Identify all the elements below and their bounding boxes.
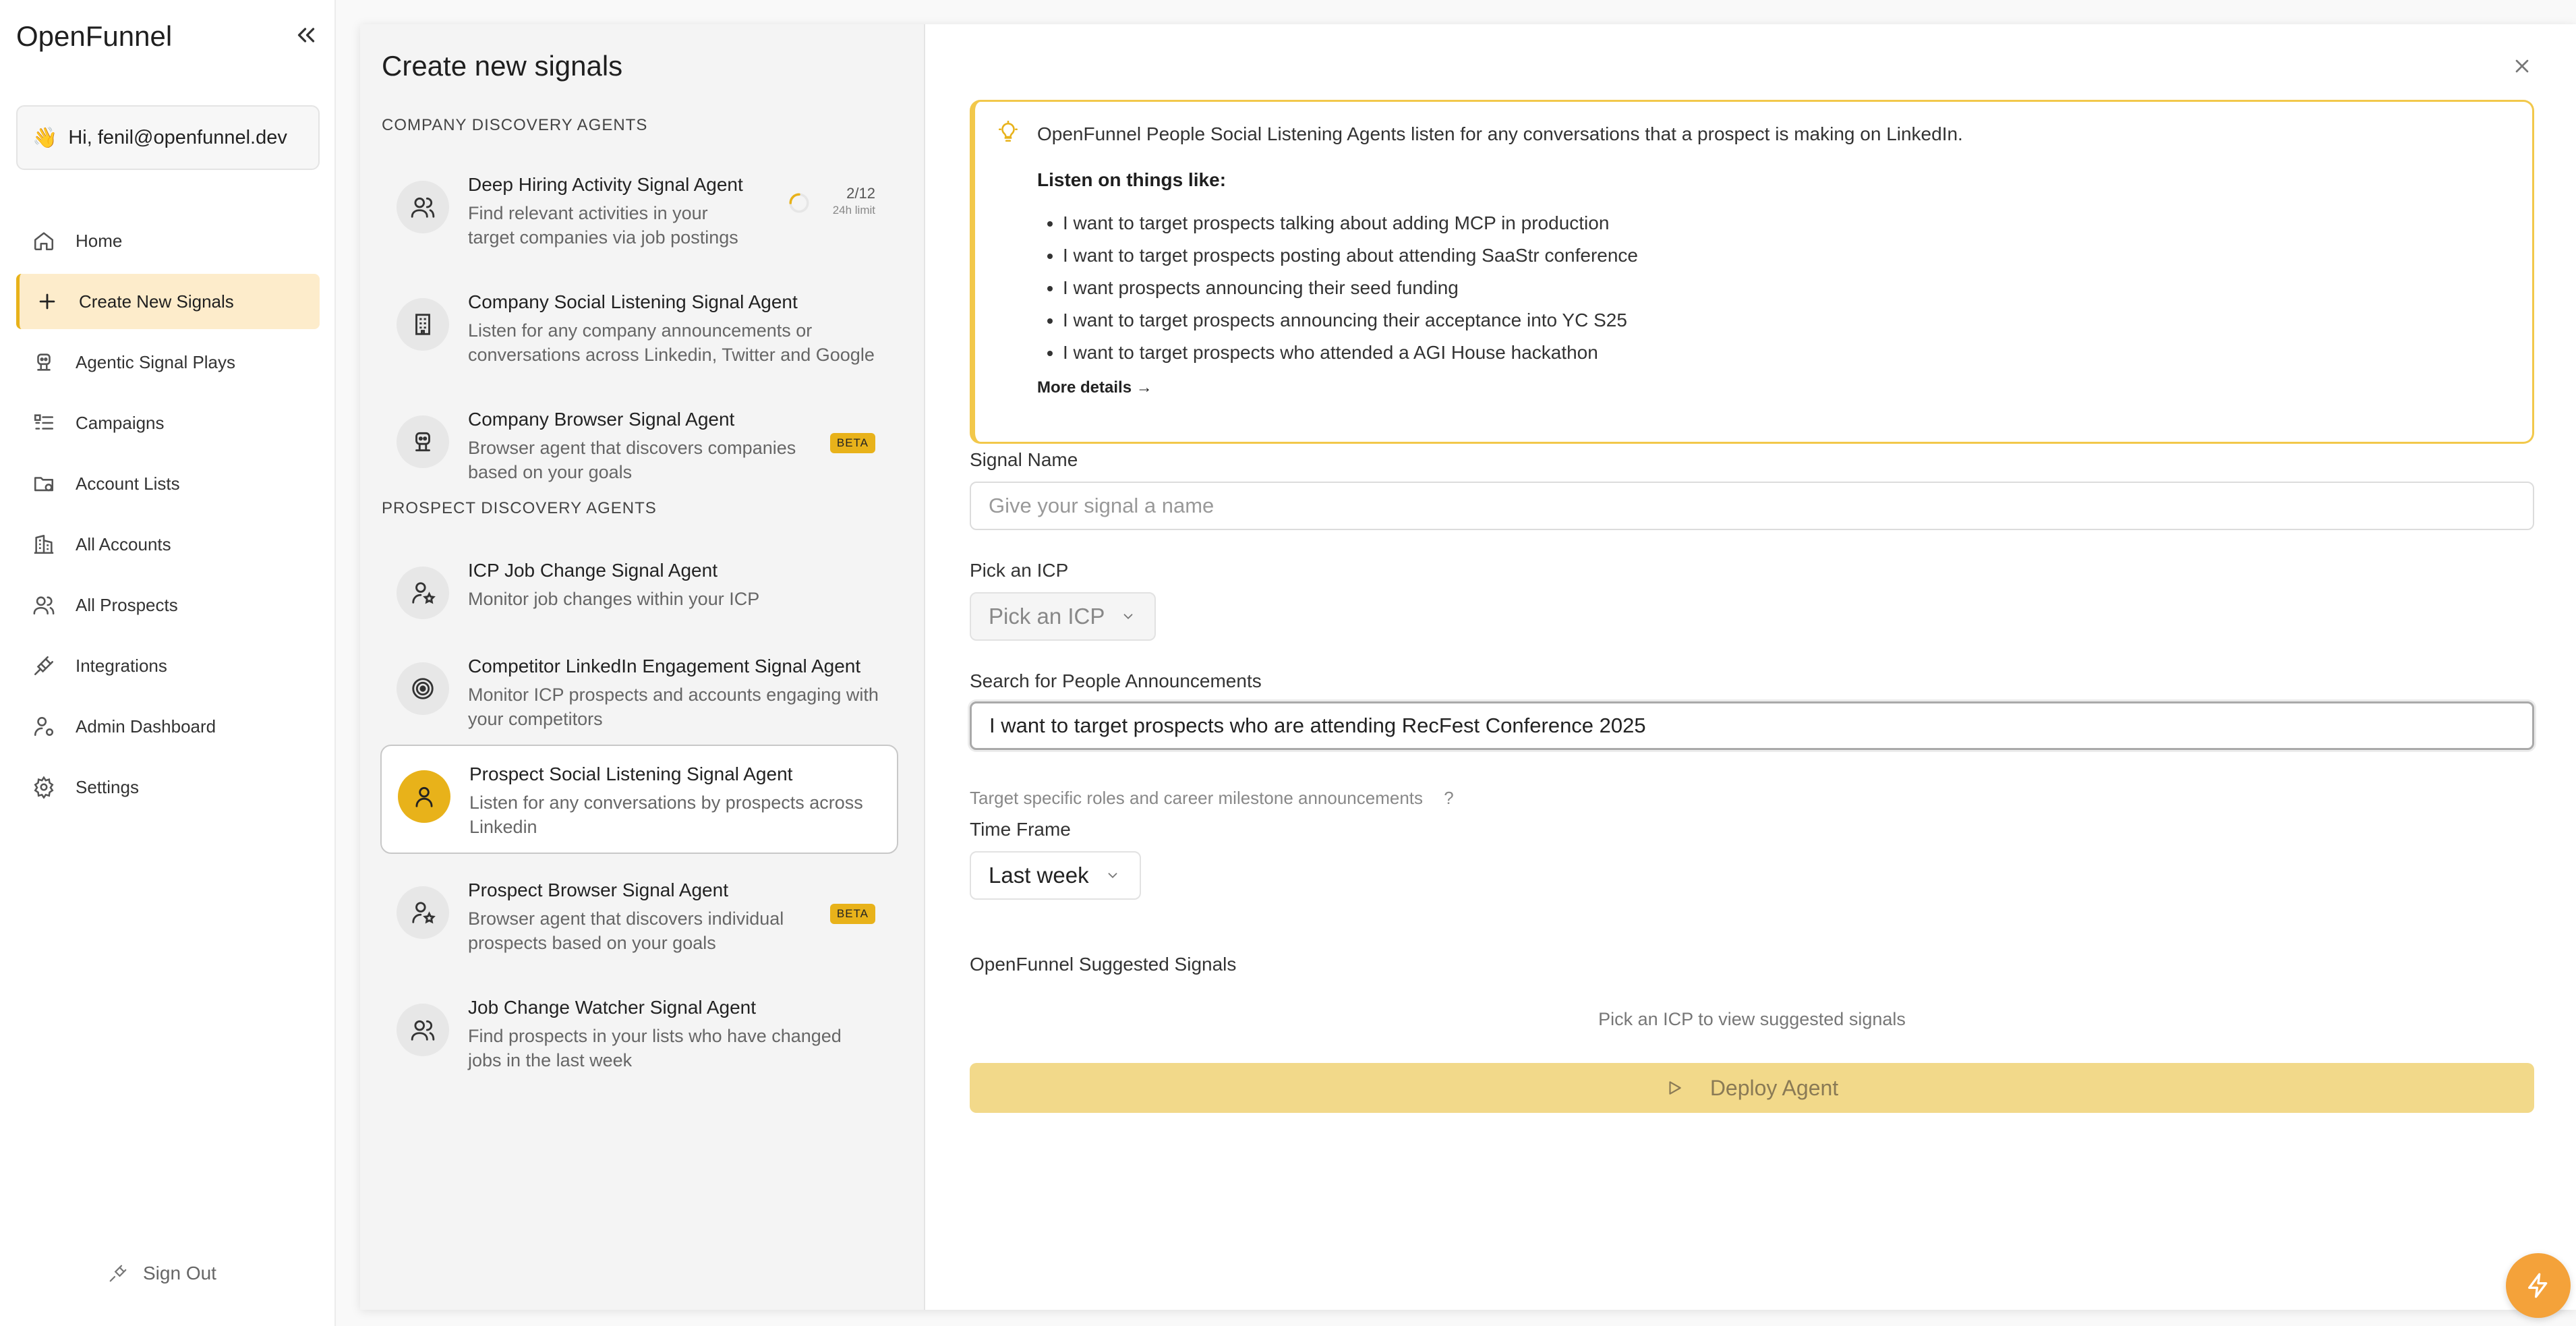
sidebar-item-label: Integrations	[76, 655, 167, 676]
folder-icon	[32, 472, 55, 495]
agent-name: Prospect Browser Signal Agent	[468, 880, 728, 900]
agent-desc: Listen for any conversations by prospects across Linkedin	[469, 792, 863, 837]
search-announcements-input[interactable]	[970, 701, 2534, 750]
users-icon	[397, 181, 449, 233]
sidebar	[0, 0, 336, 1326]
list-item: • I want prospects announcing their seed funding	[1063, 272, 1638, 304]
user-icon	[398, 770, 450, 823]
panel-title: Create new signals	[382, 50, 623, 82]
sidebar-item-label: Settings	[76, 776, 139, 797]
create-signal-modal	[360, 24, 2576, 1310]
agent-name: Job Change Watcher Signal Agent	[468, 997, 757, 1018]
info-callout	[970, 100, 2534, 444]
agent-desc: Browser agent that discovers individual prospects based on your goals	[468, 909, 784, 953]
section-heading-prospect: PROSPECT DISCOVERY AGENTS	[382, 499, 657, 517]
building-icon	[32, 533, 55, 556]
play-icon	[1666, 1079, 1683, 1097]
sidebar-item-label: Agentic Signal Plays	[76, 351, 236, 372]
sign-out-button[interactable]	[108, 1263, 216, 1284]
agent-card-company-browser[interactable]	[380, 391, 898, 499]
agent-card-competitor-linkedin[interactable]	[380, 638, 898, 746]
sidebar-item-campaigns[interactable]	[16, 395, 320, 451]
agent-desc: Find relevant activities in your target companies via job postings	[468, 203, 738, 248]
lightning-icon	[2525, 1272, 2552, 1299]
agent-card-company-social-listening[interactable]	[380, 274, 898, 382]
sign-out-label: Sign Out	[143, 1263, 216, 1284]
gear-icon	[32, 776, 55, 799]
list-item: • I want to target prospects talking about adding MCP in production	[1063, 207, 1638, 239]
user-star-icon	[397, 567, 449, 619]
building-icon	[397, 298, 449, 351]
sidebar-item-account-lists[interactable]	[16, 456, 320, 511]
agent-name: Deep Hiring Activity Signal Agent	[468, 174, 743, 195]
sidebar-item-label: Campaigns	[76, 412, 165, 433]
usage-count: 2/12	[846, 185, 875, 202]
deploy-agent-button[interactable]	[970, 1063, 2534, 1113]
suggested-signals-title: OpenFunnel Suggested Signals	[970, 954, 1237, 975]
sidebar-item-label: Create New Signals	[79, 291, 234, 312]
agent-card-prospect-social-listening[interactable]	[380, 745, 898, 854]
loading-spinner-icon	[788, 192, 811, 214]
plug-icon	[32, 654, 55, 677]
target-icon	[397, 662, 449, 715]
suggested-signals-empty: Pick an ICP to view suggested signals	[1598, 1009, 1906, 1029]
agent-card-job-change-watcher[interactable]	[380, 979, 898, 1087]
home-icon	[32, 229, 55, 252]
close-icon[interactable]	[2511, 55, 2533, 77]
help-icon[interactable]: ?	[1444, 788, 1454, 808]
agent-card-deep-hiring[interactable]	[380, 156, 898, 264]
chevron-down-icon	[1121, 609, 1136, 624]
sidebar-nav	[16, 213, 320, 820]
timeframe-select[interactable]	[970, 851, 1141, 900]
sidebar-item-home[interactable]	[16, 213, 320, 268]
sidebar-item-label: All Prospects	[76, 594, 178, 615]
agent-desc: Listen for any company announcements or conversations across Linkedin, Twitter and Google	[468, 320, 875, 365]
timeframe-select-value: Last week	[989, 863, 1089, 888]
users-icon	[397, 1004, 449, 1056]
usage-limit	[833, 185, 875, 217]
example-list	[1063, 207, 1638, 369]
robot-icon	[32, 351, 55, 374]
sidebar-item-all-accounts[interactable]	[16, 517, 320, 572]
search-hint	[970, 788, 1454, 809]
sign-out-icon	[108, 1263, 128, 1284]
sidebar-item-create-new-signals[interactable]	[16, 274, 320, 329]
icp-label: Pick an ICP	[970, 560, 1069, 581]
sidebar-item-agentic-signal-plays[interactable]	[16, 335, 320, 390]
more-details-link[interactable]: More details →	[1037, 378, 1152, 397]
collapse-sidebar-icon[interactable]	[294, 23, 318, 47]
signal-name-label: Signal Name	[970, 449, 1078, 470]
user-greeting: Hi, fenil@openfunnel.dev	[68, 126, 287, 148]
sidebar-item-admin-dashboard[interactable]	[16, 699, 320, 754]
agent-desc: Browser agent that discovers companies based on your goals	[468, 438, 796, 482]
sidebar-item-integrations[interactable]	[16, 638, 320, 693]
info-listen-title: Listen on things like:	[1037, 169, 1227, 190]
deploy-agent-label: Deploy Agent	[1709, 1075, 1839, 1100]
search-hint-text: Target specific roles and career milestone announcements	[970, 788, 1424, 808]
chevron-down-icon	[1105, 868, 1120, 883]
user-chip[interactable]	[16, 105, 320, 170]
beta-badge: BETA	[830, 433, 875, 453]
agent-name: ICP Job Change Signal Agent	[468, 560, 718, 581]
section-heading-company: COMPANY DISCOVERY AGENTS	[382, 116, 648, 134]
agent-card-icp-job-change[interactable]	[380, 542, 898, 650]
list-icon	[32, 411, 55, 434]
search-announcements-label: Search for People Announcements	[970, 670, 1262, 691]
sidebar-item-label: All Accounts	[76, 534, 171, 554]
plus-icon	[36, 290, 59, 313]
users-icon	[32, 594, 55, 616]
wave-icon: 👋	[32, 126, 58, 149]
timeframe-label: Time Frame	[970, 819, 1071, 840]
admin-icon	[32, 715, 55, 738]
beta-badge: BETA	[830, 904, 875, 924]
usage-window: 24h limit	[832, 204, 875, 217]
sidebar-item-label: Admin Dashboard	[76, 716, 216, 737]
agent-desc: Monitor ICP prospects and accounts engaging with your competitors	[468, 685, 879, 729]
info-intro: OpenFunnel People Social Listening Agents listen for any conversations that a prospect is making on LinkedIn.	[1037, 123, 1963, 144]
list-item: • I want to target prospects posting about attending SaaStr conference	[1063, 239, 1638, 272]
agent-card-prospect-browser[interactable]	[380, 862, 898, 970]
user-star-icon	[397, 886, 449, 939]
agent-name: Company Social Listening Signal Agent	[468, 291, 798, 312]
sidebar-item-settings[interactable]	[16, 759, 320, 815]
agent-name: Prospect Social Listening Signal Agent	[469, 763, 793, 784]
brand-logo: OpenFunnel	[16, 20, 173, 52]
agent-desc: Find prospects in your lists who have changed jobs in the last week	[468, 1026, 842, 1070]
quick-action-button[interactable]	[2506, 1253, 2571, 1318]
sidebar-item-all-prospects[interactable]	[16, 577, 320, 633]
robot-icon	[397, 415, 449, 468]
list-item: • I want to target prospects announcing their acceptance into YC S25	[1063, 304, 1638, 337]
agent-name: Company Browser Signal Agent	[468, 409, 735, 430]
signal-name-input[interactable]	[970, 482, 2534, 530]
agent-name: Competitor LinkedIn Engagement Signal Agent	[468, 656, 861, 676]
agent-picker-panel	[360, 24, 925, 1310]
agent-desc: Monitor job changes within your ICP	[468, 589, 760, 609]
sidebar-item-label: Home	[76, 230, 123, 251]
sidebar-item-label: Account Lists	[76, 473, 180, 494]
lightbulb-icon	[997, 121, 1020, 144]
list-item: • I want to target prospects who attended a AGI House hackathon	[1063, 337, 1638, 369]
icp-select[interactable]	[970, 592, 1156, 641]
icp-select-value: Pick an ICP	[989, 604, 1105, 629]
